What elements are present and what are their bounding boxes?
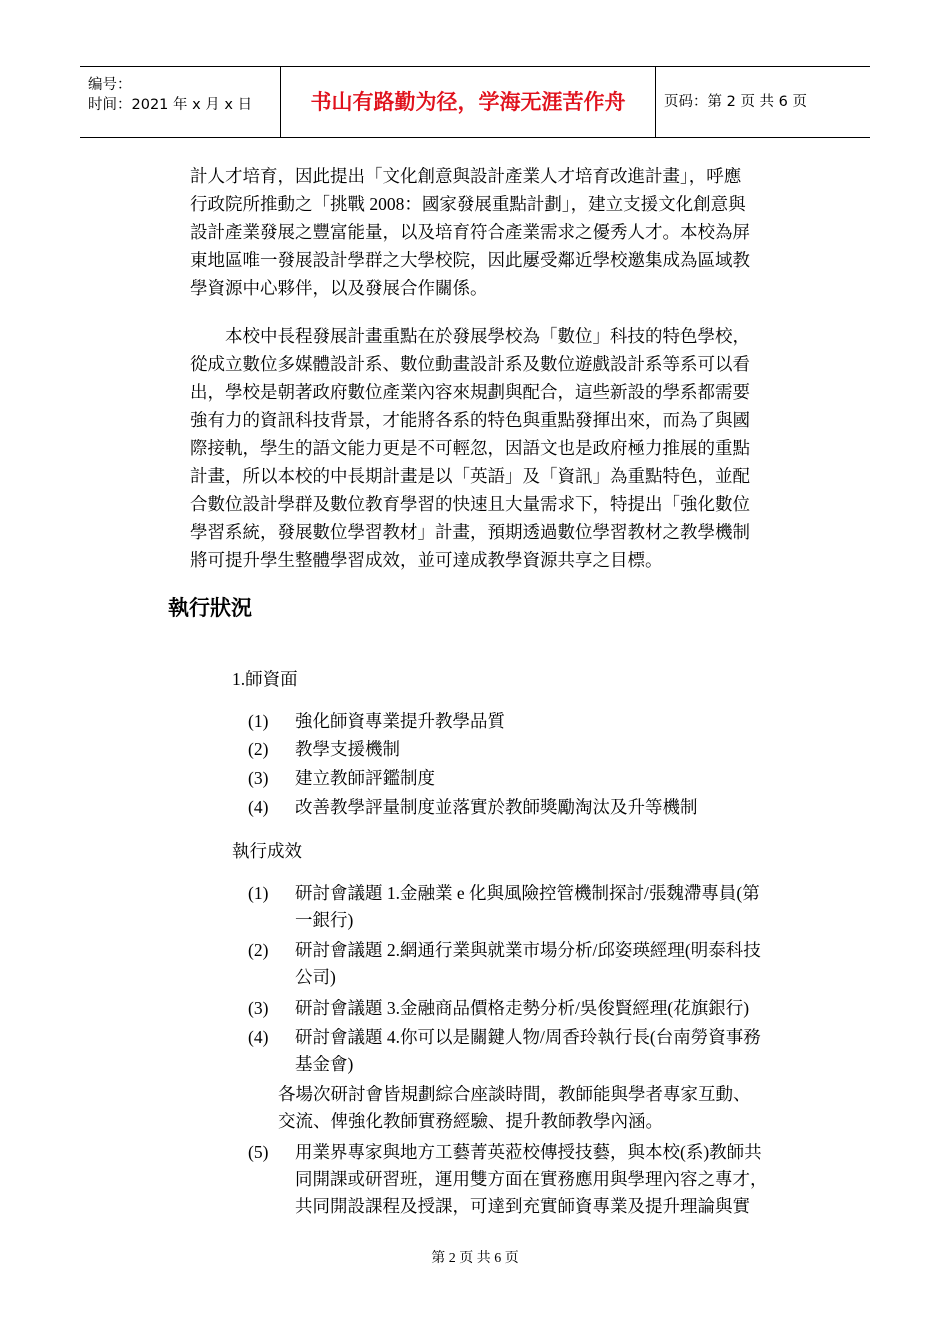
paragraph-line: 本校中長程發展計畫重點在於發展學校為「數位」科技的特色學校， [225,326,750,346]
paragraph-line: 出，學校是朝著政府數位產業內容來規劃與配合，這些新設的學系都需要 [190,382,750,402]
list-text-line: 用業界專家與地方工藝菁英蒞校傳授技藝，與本校(系)教師共 [295,1142,762,1162]
list-item [248,765,818,792]
list-number: (3) [248,998,269,1018]
subsection-title-teachers: 1.師資面 [232,669,298,689]
paragraph-line: 強有力的資訊科技背景，才能將各系的特色與重點發揮出來，而為了與國 [190,410,750,430]
note-line: 各場次研討會皆規劃綜合座談時間，教師能與學者專家互動、 [278,1084,751,1104]
list-number: (1) [248,883,269,903]
paragraph-line: 將可提升學生整體學習成效，並可達成教學資源共享之目標。 [190,550,663,570]
list-number: (2) [248,739,269,759]
list-number: (5) [248,1142,269,1162]
list-text-line: 共同開設課程及授課，可達到充實師資專業及提升理論與實 [295,1196,750,1216]
paragraph-line: 學習系統，發展數位學習教材」計畫，預期透過數位學習教材之教學機制 [190,522,750,542]
list-text: 建立教師評鑑制度 [295,768,435,788]
paragraph-line: 合數位設計學群及數位教育學習的快速且大量需求下，特提出「強化數位 [190,494,750,514]
note-paragraph [278,1081,818,1135]
paragraph-line: 從成立數位多媒體設計系、數位動畫設計系及數位遊戲設計系等系可以看 [190,354,750,374]
list-text-line: 研討會議題 3.金融商品價格走勢分析/吳俊賢經理(花旗銀行) [295,998,750,1018]
list-text-line: 研討會議題 1.金融業 e 化與風險控管機制探討/張魏滯專員(第 [295,883,760,903]
paragraph-line: 計畫，所以本校的中長期計畫是以「英語」及「資訊」為重點特色，並配 [190,466,750,486]
list-text-line: 基金會) [295,1054,354,1074]
paragraph-line: 行政院所推動之「挑戰 2008：國家發展重點計劃」，建立支援文化創意與 [190,194,746,214]
subsection-title-results: 執行成效 [232,841,302,861]
page-header [80,66,870,138]
paragraph-line: 際接軌，學生的語文能力更是不可輕忽，因語文也是政府極力推展的重點 [190,438,750,458]
paragraph-1 [190,162,810,302]
list-item [248,708,818,735]
list-text: 教學支援機制 [295,739,400,759]
list-item [248,995,818,1022]
list-item [248,794,818,821]
list-number: (1) [248,711,269,731]
list-number: (4) [248,797,269,817]
time-label: 时间：2021 年 x 月 x 日 [88,97,253,113]
list-text-line: 公司) [295,967,336,987]
list-text-line: 一銀行) [295,910,354,930]
list-text-line: 研討會議題 4.你可以是關鍵人物/周香玲執行長(台南勞資事務 [295,1027,761,1047]
list-text: 改善教學評量制度並落實於教師獎勵淘汰及升等機制 [295,797,698,817]
list-item [248,736,818,763]
paragraph-2 [190,322,810,574]
list-number: (2) [248,940,269,960]
list-item [248,937,818,991]
paragraph-line: 計人才培育，因此提出「文化創意與設計產業人才培育改進計畫」，呼應 [190,166,742,186]
paragraph-line: 學資源中心夥伴，以及發展合作關係。 [190,278,488,298]
list-number: (4) [248,1027,269,1047]
header-motto: 书山有路勤为径，学海无涯苦作舟 [281,67,656,137]
list-number: (3) [248,768,269,788]
paragraph-line: 設計產業發展之豐富能量，以及培育符合產業需求之優秀人才。本校為屏 [190,222,750,242]
list-item [248,1024,818,1078]
header-page-label: 页码：第 2 页 共 6 页 [664,94,807,110]
header-meta-cell [80,67,281,137]
section-heading: 執行狀況 [168,595,252,620]
number-label: 编号： [88,77,132,93]
list-text: 強化師資專業提升教學品質 [295,711,505,731]
note-line: 交流、俾強化教師實務經驗、提升教師教學內涵。 [278,1111,663,1131]
paragraph-line: 東地區唯一發展設計學群之大學校院，因此屢受鄰近學校邀集成為區域教 [190,250,750,270]
page-footer: 第 2 页 共 6 页 [431,1251,519,1266]
list-text-line: 同開課或研習班，運用雙方面在實務應用與學理內容之專才， [295,1169,768,1189]
list-text-line: 研討會議題 2.網通行業與就業市場分析/邱姿瑛經理(明泰科技 [295,940,761,960]
list-item [248,1139,818,1220]
list-item [248,880,818,934]
